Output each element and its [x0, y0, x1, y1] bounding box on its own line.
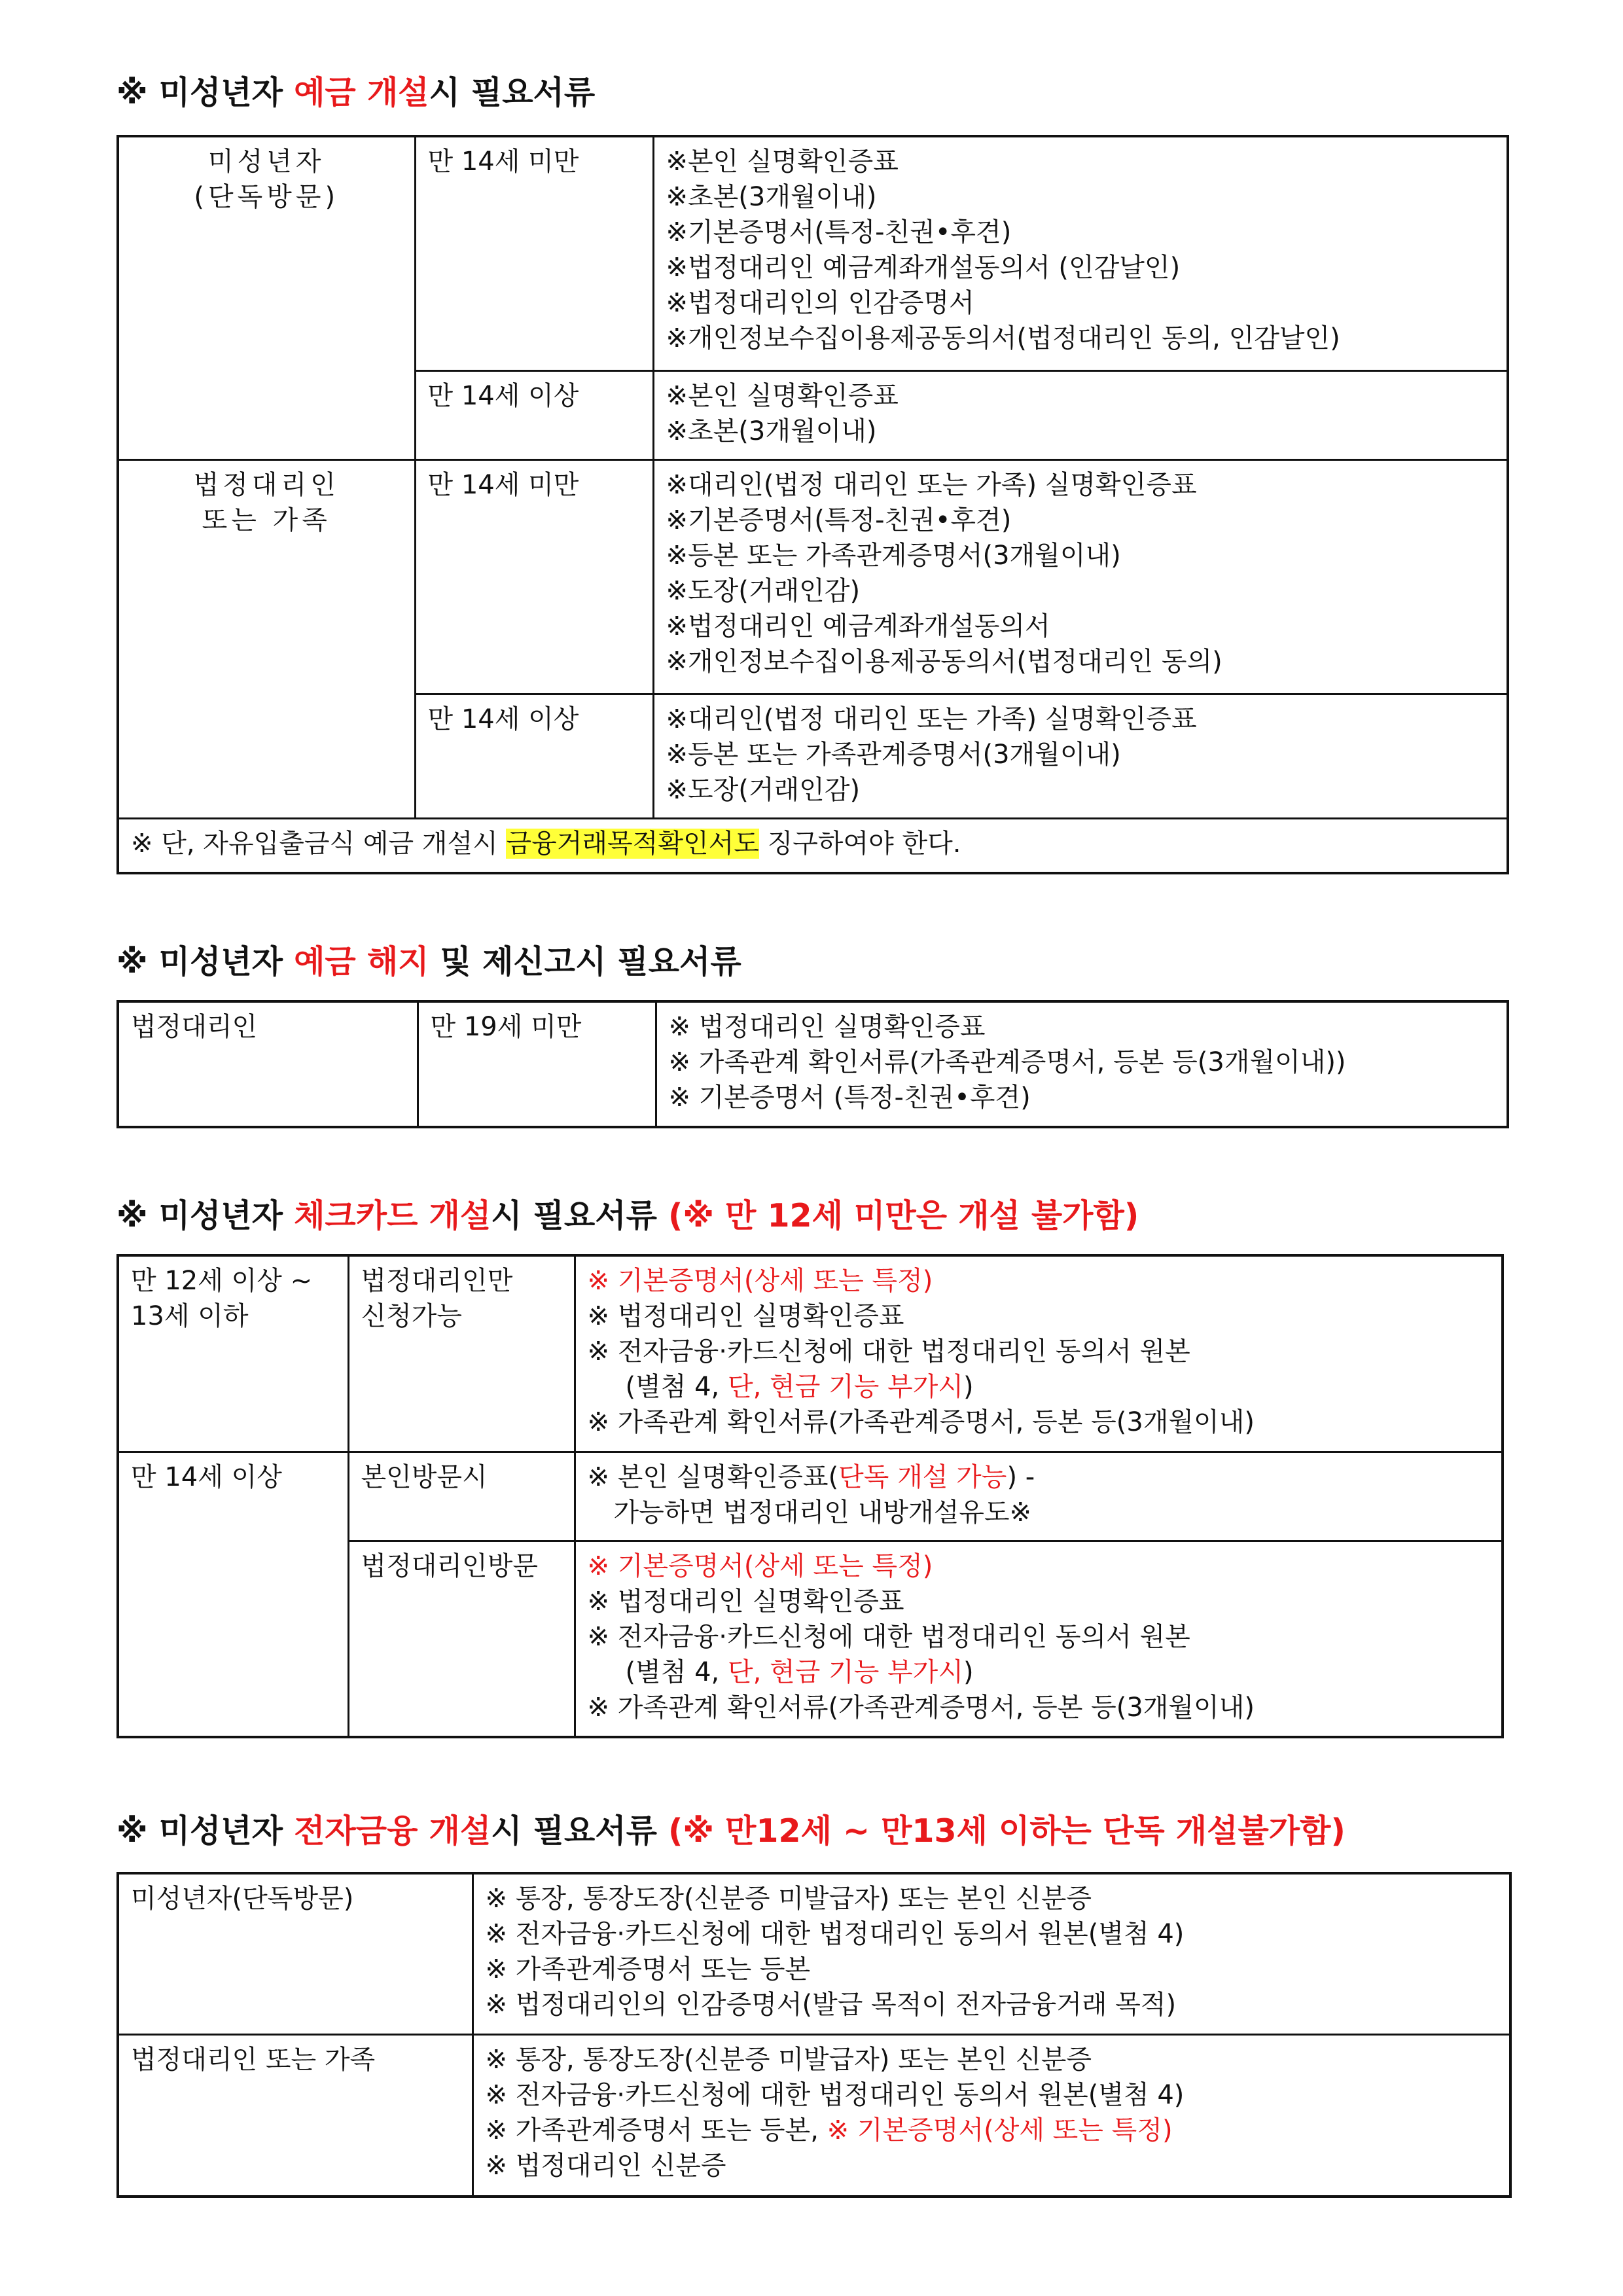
doc-list: ※ 법정대리인 실명확인증표 ※ 가족관계 확인서류(가족관계증명서, 등본 등(3개월이내)) ※ 기본증명서 (특정-친권•후견)	[656, 1001, 1508, 1127]
minor-solo-cell: 미성년자(단독방문)	[118, 1873, 473, 2034]
doc-list: ※ 본인 실명확인증표(단독 개설 가능) - 가능하면 법정대리인 내방개설유도※	[575, 1452, 1503, 1541]
doc-list: ※ 기본증명서(상세 또는 특정) ※ 법정대리인 실명확인증표 ※ 전자금융·카드신청에 대한 법정대리인 동의서 원본 (별첨 4, 단, 현금 기능 부가시) ※ 가족관계 확인서류(가족관계증명서, 등본 등(3개월이내)	[575, 1255, 1503, 1452]
doc-list: ※본인 실명확인증표 ※초본(3개월이내)	[653, 370, 1508, 459]
age-over-14-cell: 만 14세 이상	[118, 1452, 348, 1737]
self-visit-cell: 본인방문시	[348, 1452, 575, 1541]
section4-heading: ※ 미성년자 전자금융 개설시 필요서류 (※ 만12세 ~ 만13세 이하는 단독 개설불가함)	[116, 1812, 1346, 1850]
doc-list: ※ 통장, 통장도장(신분증 미발급자) 또는 본인 신분증 ※ 전자금융·카드신청에 대한 법정대리인 동의서 원본(별첨 4) ※ 가족관계증명서 또는 등본, ※ 기본증명서(상세 또는 특정) ※ 법정대리인 신분증	[473, 2034, 1510, 2197]
age-12-13-cell: 만 12세 이상 ~ 13세 이하	[118, 1255, 348, 1452]
doc-list: ※대리인(법정 대리인 또는 가족) 실명확인증표 ※등본 또는 가족관계증명서(3개월이내) ※도장(거래인감)	[653, 694, 1508, 818]
deposit-note: ※ 단, 자유입출금식 예금 개설시 금융거래목적확인서도 징구하여야 한다.	[118, 818, 1508, 873]
section3-heading: ※ 미성년자 체크카드 개설시 필요서류 (※ 만 12세 미만은 개설 불가함)	[116, 1197, 1139, 1234]
doc-list: ※대리인(법정 대리인 또는 가족) 실명확인증표 ※기본증명서(특정-친권•후견) ※등본 또는 가족관계증명서(3개월이내) ※도장(거래인감) ※법정대리인 예금계좌개설동의서 ※개인정보수집이용제공동의서(법정대리인 동의)	[653, 459, 1508, 694]
age-under-14: 만 14세 미만	[415, 136, 653, 370]
legal-rep-visit-cell: 법정대리인방문	[348, 1541, 575, 1737]
age-over-14: 만 14세 이상	[415, 694, 653, 818]
section2-heading: ※ 미성년자 예금 해지 및 제신고시 필요서류	[116, 943, 741, 980]
check-card-table	[116, 1254, 1504, 1738]
doc-list: ※ 기본증명서(상세 또는 특정) ※ 법정대리인 실명확인증표 ※ 전자금융·카드신청에 대한 법정대리인 동의서 원본 (별첨 4, 단, 현금 기능 부가시) ※ 가족관계 확인서류(가족관계증명서, 등본 등(3개월이내)	[575, 1541, 1503, 1737]
doc-list: ※본인 실명확인증표 ※초본(3개월이내) ※기본증명서(특정-친권•후견) ※법정대리인 예금계좌개설동의서 (인감날인) ※법정대리인의 인감증명서 ※개인정보수집이용제공동의서(법정대리인 동의, 인감날인)	[653, 136, 1508, 370]
e-banking-table	[116, 1872, 1512, 2198]
legal-rep-only-cell: 법정대리인만 신청가능	[348, 1255, 575, 1452]
minor-solo-cell: 미성년자 (단독방문)	[118, 136, 415, 459]
age-over-14: 만 14세 이상	[415, 370, 653, 459]
deposit-close-table	[116, 1000, 1509, 1128]
legal-rep-cell: 법정대리인	[118, 1001, 418, 1127]
deposit-open-table	[116, 135, 1509, 874]
age-under-19: 만 19세 미만	[418, 1001, 656, 1127]
age-under-14: 만 14세 미만	[415, 459, 653, 694]
legal-rep-or-family-cell: 법정대리인 또는 가족	[118, 2034, 473, 2197]
doc-list: ※ 통장, 통장도장(신분증 미발급자) 또는 본인 신분증 ※ 전자금융·카드신청에 대한 법정대리인 동의서 원본(별첨 4) ※ 가족관계증명서 또는 등본 ※ 법정대리인의 인감증명서(발급 목적이 전자금융거래 목적)	[473, 1873, 1510, 2034]
highlighted-document: 금융거래목적확인서도	[506, 828, 759, 859]
section1-heading: ※ 미성년자 예금 개설시 필요서류	[116, 74, 596, 111]
legal-rep-or-family-cell: 법정대리인 또는 가족	[118, 459, 415, 818]
